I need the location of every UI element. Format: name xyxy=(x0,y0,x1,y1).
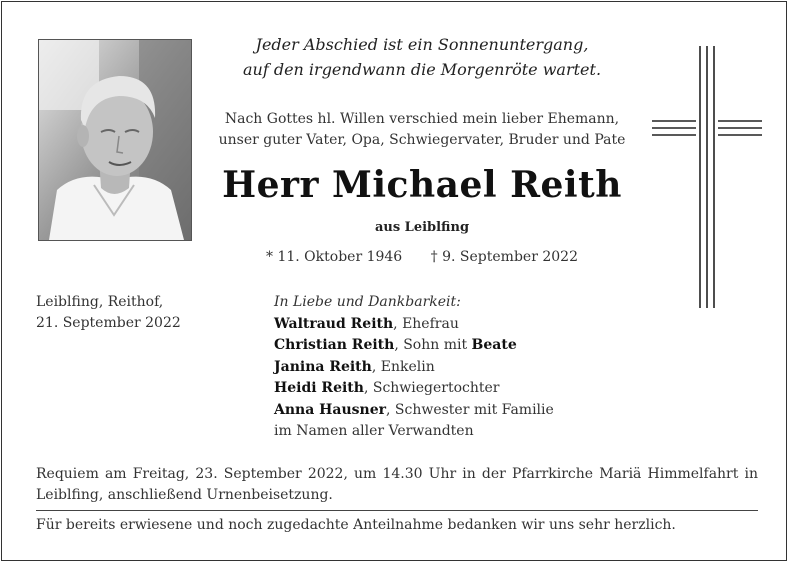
deceased-name: Herr Michael Reith xyxy=(222,164,622,206)
family-member xyxy=(274,314,554,336)
birth-symbol: * xyxy=(266,249,274,265)
cross-icon xyxy=(652,46,762,308)
motto-line-2: auf den irgendwann die Morgenröte wartet. xyxy=(242,60,602,79)
family-member xyxy=(274,357,554,379)
requiem-line-1: Requiem am Freitag, 23. September 2022, um 14.30 Uhr in der Pfarrkirche Mariä Himmelfahrt in xyxy=(36,466,758,482)
birth-date-text: 11. Oktober 1946 xyxy=(277,249,403,265)
obituary-card xyxy=(1,1,787,561)
member-name: Heidi Reith xyxy=(274,380,364,396)
death-date-text: 9. September 2022 xyxy=(442,249,578,265)
family-list xyxy=(274,292,554,443)
family-member xyxy=(274,378,554,400)
place-line-1: Leiblfing, Reithof, xyxy=(36,294,164,310)
life-dates xyxy=(202,249,642,265)
portrait-photo xyxy=(38,39,192,241)
requiem-line-2: Leiblfing, anschließend Urnenbeisetzung. xyxy=(36,487,333,503)
member-relation: , Schwiegertochter xyxy=(363,380,500,396)
member-relation: , Ehefrau xyxy=(393,315,459,332)
member-partner: Beate xyxy=(471,337,517,353)
place-line-2: 21. September 2022 xyxy=(36,315,181,331)
death-symbol: † xyxy=(430,249,438,265)
requiem-notice xyxy=(36,464,758,506)
divider xyxy=(36,510,758,511)
family-closing: im Namen aller Verwandten xyxy=(274,423,474,439)
family-heading: In Liebe und Dankbarkeit: xyxy=(274,294,461,310)
place-and-date xyxy=(36,292,181,334)
member-relation: , Sohn mit xyxy=(394,337,472,353)
member-name: Waltraud Reith xyxy=(274,315,394,332)
member-name: Anna Hausner xyxy=(274,401,386,418)
intro-line-2: unser guter Vater, Opa, Schwiegervater, Bruder und Pate xyxy=(218,132,626,148)
death-date xyxy=(431,249,578,265)
portrait-illustration xyxy=(39,40,191,240)
thanks-note: Für bereits erwiesene und noch zugedachte Anteilnahme bedanken wir uns sehr herzlich. xyxy=(36,517,676,533)
motto-line-1: Jeder Abschied ist ein Sonnenuntergang, xyxy=(255,35,589,54)
member-name: Janina Reith xyxy=(274,358,372,375)
member-relation: , Schwester mit Familie xyxy=(386,401,554,418)
family-member xyxy=(274,400,554,422)
family-member xyxy=(274,335,554,357)
member-relation: , Enkelin xyxy=(371,358,435,375)
member-name: Christian Reith xyxy=(274,337,395,353)
birth-date xyxy=(266,249,402,265)
origin-text: aus Leiblfing xyxy=(374,220,470,235)
intro-line-1: Nach Gottes hl. Willen verschied mein lieber Ehemann, xyxy=(224,111,620,127)
